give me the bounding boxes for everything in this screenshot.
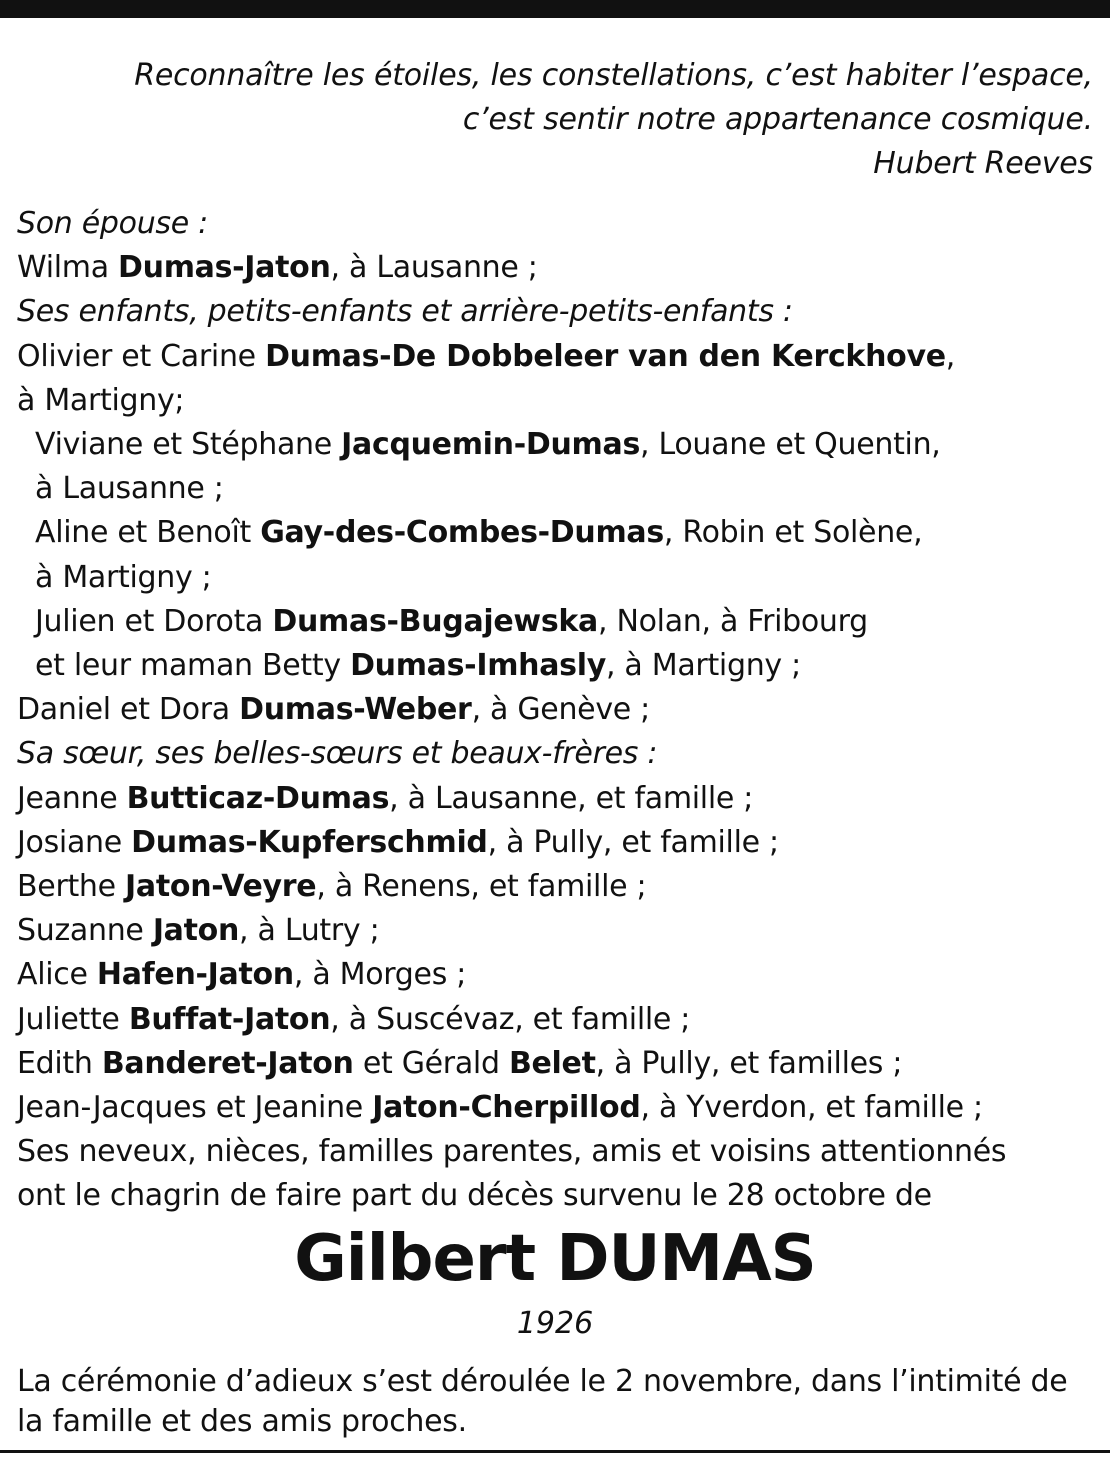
mourner-line bbox=[17, 1130, 1097, 1174]
mourner-text: et leur maman Betty bbox=[35, 648, 351, 684]
quote-author: Hubert Reeves bbox=[873, 146, 1093, 181]
family-name: Gay-des-Combes-Dumas bbox=[260, 515, 664, 551]
mourner-line bbox=[17, 467, 1097, 511]
mourner-text: Sa sœur, ses belles-sœurs et beaux-frères : bbox=[17, 736, 658, 772]
family-name: Dumas-Bugajewska bbox=[272, 603, 598, 639]
mourner-line bbox=[17, 511, 1097, 555]
family-name: Dumas-De Dobbeleer van den Kerckhove bbox=[265, 338, 946, 374]
mourner-line bbox=[17, 688, 1097, 732]
mourner-text: Jean-Jacques et Jeanine bbox=[17, 1090, 373, 1126]
mourner-line bbox=[17, 1174, 1097, 1218]
mourner-text: , Louane et Quentin, bbox=[640, 427, 941, 463]
mourner-line bbox=[17, 379, 1097, 423]
family-name: Jaton bbox=[152, 913, 240, 949]
mourner-text: , Nolan, à Fribourg bbox=[598, 603, 868, 639]
mourner-text: à Martigny; bbox=[17, 382, 185, 418]
mourner-text: Berthe bbox=[17, 869, 126, 905]
ceremony-line: La cérémonie d’adieux s’est déroulée le 2 novembre, dans l’intimité de bbox=[17, 1364, 1068, 1399]
family-name: Buffat-Jaton bbox=[128, 1001, 331, 1037]
mourner-text: Daniel et Dora bbox=[17, 692, 240, 728]
mourner-text: , à Pully, et familles ; bbox=[595, 1045, 903, 1081]
family-name: Dumas-Weber bbox=[239, 692, 472, 728]
mourner-line bbox=[17, 777, 1097, 821]
family-name: Jacquemin-Dumas bbox=[341, 427, 640, 463]
mourner-text: , à Morges ; bbox=[293, 957, 467, 993]
family-name: Belet bbox=[508, 1045, 596, 1081]
quote-line: c’est sentir notre appartenance cosmique. bbox=[462, 102, 1093, 137]
mourner-line bbox=[17, 865, 1097, 909]
family-name: Jaton-Cherpillod bbox=[372, 1090, 641, 1126]
mourner-text: , à Renens, et famille ; bbox=[316, 869, 647, 905]
family-group-heading bbox=[17, 202, 1097, 246]
mourner-text: Edith bbox=[17, 1045, 102, 1081]
mourner-text: Jeanne bbox=[17, 780, 127, 816]
mourner-text: Julien et Dorota bbox=[35, 603, 273, 639]
mourner-text: Olivier et Carine bbox=[17, 338, 266, 374]
family-name: Dumas-Kupferschmid bbox=[131, 824, 488, 860]
family-name: Butticaz-Dumas bbox=[126, 780, 390, 816]
ceremony-notice bbox=[17, 1362, 1097, 1442]
mourner-text: , bbox=[945, 338, 955, 374]
mourner-text: Viviane et Stéphane bbox=[35, 427, 342, 463]
mourner-line bbox=[17, 335, 1097, 379]
ceremony-line: la famille et des amis proches. bbox=[17, 1404, 467, 1439]
mourner-line bbox=[17, 998, 1097, 1042]
family-name: Hafen-Jaton bbox=[96, 957, 294, 993]
family-group-heading bbox=[17, 290, 1097, 334]
deceased-birth-year: 1926 bbox=[516, 1306, 594, 1341]
mourner-line bbox=[17, 600, 1097, 644]
top-border-bar bbox=[0, 0, 1110, 18]
mourner-text: , à Lausanne ; bbox=[330, 250, 538, 286]
mourner-text: Suzanne bbox=[17, 913, 153, 949]
mourner-text: à Martigny ; bbox=[35, 559, 212, 595]
mourner-text: Wilma bbox=[17, 250, 119, 286]
epigraph-quote bbox=[13, 54, 1093, 186]
mourner-text: Josiane bbox=[17, 824, 132, 860]
mourner-line bbox=[17, 644, 1097, 688]
mourner-line bbox=[17, 423, 1097, 467]
mourner-text: Aline et Benoît bbox=[35, 515, 261, 551]
family-name: Dumas-Jaton bbox=[118, 250, 331, 286]
mourner-line bbox=[17, 1086, 1097, 1130]
family-name: Dumas-Imhasly bbox=[350, 648, 606, 684]
mourner-text: Juliette bbox=[17, 1001, 129, 1037]
deceased-name: Gilbert DUMAS bbox=[294, 1222, 816, 1296]
mourner-line bbox=[17, 246, 1097, 290]
mourner-text: , à Martigny ; bbox=[605, 648, 801, 684]
mourner-text: et Gérald bbox=[353, 1045, 509, 1081]
mourners-list bbox=[17, 202, 1097, 1219]
bottom-border-rule bbox=[0, 1450, 1110, 1453]
quote-line: Reconnaître les étoiles, les constellations, c’est habiter l’espace, bbox=[134, 58, 1093, 93]
mourner-text: Son épouse : bbox=[17, 206, 208, 241]
mourner-text: Alice bbox=[17, 957, 97, 993]
mourner-text: , à Genève ; bbox=[471, 692, 650, 728]
mourner-text: Ses enfants, petits-enfants et arrière-petits-enfants : bbox=[17, 294, 793, 330]
mourner-line bbox=[17, 821, 1097, 865]
mourner-text: , à Pully, et famille ; bbox=[487, 824, 779, 860]
mourner-text: , à Suscévaz, et famille ; bbox=[330, 1001, 691, 1037]
mourner-text: , Robin et Solène, bbox=[663, 515, 923, 551]
mourner-text: , à Lutry ; bbox=[239, 913, 380, 949]
mourner-line bbox=[17, 953, 1097, 997]
family-name: Banderet-Jaton bbox=[101, 1045, 354, 1081]
mourner-text: ont le chagrin de faire part du décès survenu le 28 octobre de bbox=[17, 1178, 932, 1214]
mourner-text: Ses neveux, nièces, familles parentes, amis et voisins attentionnés bbox=[17, 1134, 1007, 1170]
family-name: Jaton-Veyre bbox=[125, 869, 317, 905]
mourner-text: , à Lausanne, et famille ; bbox=[389, 780, 754, 816]
mourner-line bbox=[17, 1042, 1097, 1086]
mourner-line bbox=[17, 909, 1097, 953]
family-group-heading bbox=[17, 732, 1097, 776]
mourner-text: à Lausanne ; bbox=[35, 471, 224, 507]
mourner-text: , à Yverdon, et famille ; bbox=[640, 1090, 983, 1126]
mourner-line bbox=[17, 556, 1097, 600]
